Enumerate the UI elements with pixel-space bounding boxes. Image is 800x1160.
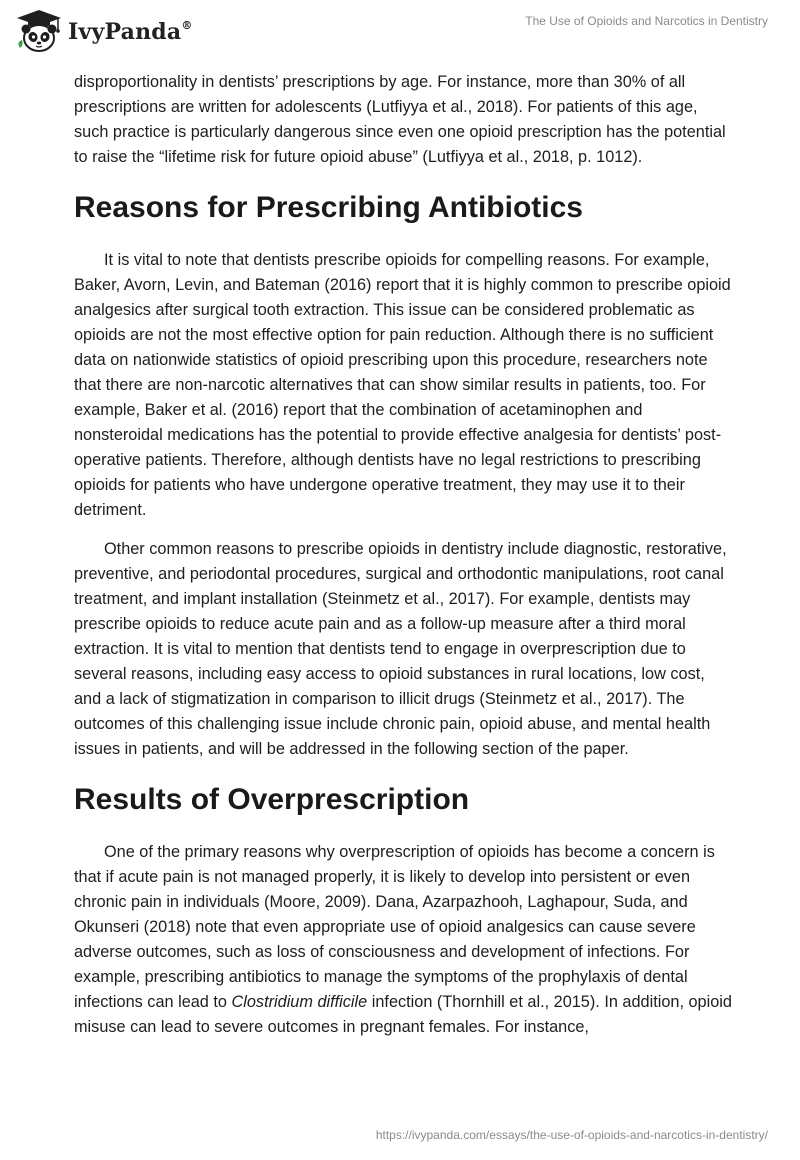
brand-name: IvyPanda® bbox=[68, 18, 193, 45]
section-heading-reasons: Reasons for Prescribing Antibiotics bbox=[74, 191, 583, 224]
source-url[interactable]: https://ivypanda.com/essays/the-use-of-opioids-and-narcotics-in-dentistry/ bbox=[375, 1128, 768, 1142]
species-name: Clostridium difficile bbox=[231, 993, 368, 1011]
document-title: The Use of Opioids and Narcotics in Dentistry bbox=[525, 14, 768, 28]
paragraph: It is vital to note that dentists prescribe opioids for compelling reasons. For example, Baker, Avorn, Levin, and Bateman (2016) report that it is highly common to prescribe opioid analgesics after surgical tooth extraction. This issue can be considered problematic as opioids are not the most effective option for pain reduction. Although there is no sufficient data on nationwide statistics of opioid prescribing upon this procedure, researchers note that there are non-narcotic alternatives that can show similar results in patients, too. For example, Baker et al. (2016) report that the combination of acetaminophen and nonsteroidal medications has the potential to provide effective analgesia for dentists’ post-operative patients. Therefore, although dentists have no legal restrictions to prescribing opioids for patients who have undergone operative treatment, they may use it to their detriment. bbox=[74, 251, 731, 519]
page-header bbox=[0, 0, 800, 70]
article-body bbox=[74, 70, 734, 1040]
paragraph: Other common reasons to prescribe opioids in dentistry include diagnostic, restorative, preventive, and periodontal procedures, surgical and orthodontic manipulations, root canal treatment, and implant installation (Steinmetz et al., 2017). For example, dentists may prescribe opioids to reduce acute pain and as a follow-up measure after a third moral extraction. It is vital to mention that dentists tend to engage in overprescription due to several reasons, including easy access to opioid substances in rural locations, low cost, and a lack of stigmatization in comparison to illicit drugs (Steinmetz et al., 2017). The outcomes of this challenging issue include chronic pain, opioid abuse, and mental health issues in patients, and will be addressed in the following section of the paper. bbox=[74, 540, 727, 758]
section-heading-results: Results of Overprescription bbox=[74, 783, 470, 816]
brand-logo[interactable] bbox=[14, 8, 193, 54]
panda-logo-icon bbox=[14, 8, 64, 54]
paragraph: One of the primary reasons why overprescription of opioids has become a concern is that if acute pain is not managed properly, it is likely to develop into persistent or even chronic pain in individuals (Moore, 2009). Dana, Azarpazhooh, Laghapour, Suda, and Okunseri (2018) note that even appropriate use of opioid analgesics can cause severe adverse outcomes, such as loss of consciousness and development of infections. For example, prescribing antibiotics to manage the symptoms of the prophylaxis of dental infections can lead to Clostridium difficile infection (Thornhill et al., 2015). In addition, opioid misuse can lead to severe outcomes in pregnant females. For instance, bbox=[74, 843, 732, 1036]
intro-paragraph: disproportionality in dentists’ prescriptions by age. For instance, more than 30% of all prescriptions are written for adolescents (Lutfiyya et al., 2018). For patients of this age, such practice is particularly dangerous since even one opioid prescription has the potential to raise the “lifetime risk for future opioid abuse” (Lutfiyya et al., 2018, p. 1012). bbox=[74, 73, 726, 166]
